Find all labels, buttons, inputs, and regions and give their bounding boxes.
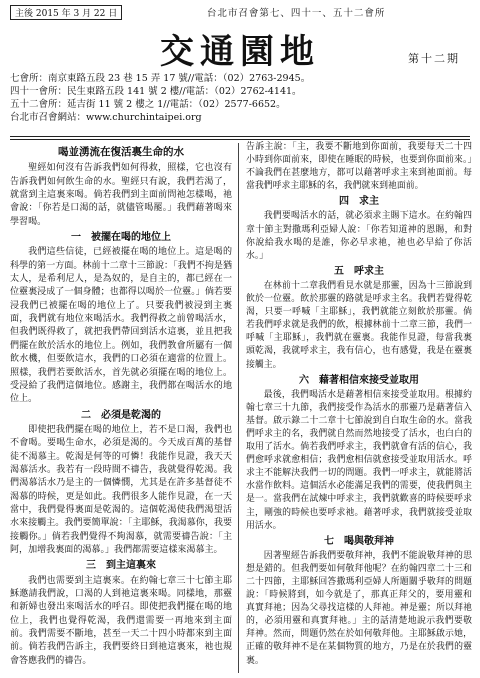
column-divider	[238, 143, 239, 673]
congregation-name: 台北市召會第七、四十一、五十二會所	[206, 8, 386, 19]
section-title: 一 被擺在喝的地位上	[71, 232, 171, 244]
issue-date: 主後 2015 年 3 月 22 日	[10, 5, 122, 20]
section-title: 三 到主這裏來	[86, 560, 156, 572]
hall-52-address: 五十二會所：延吉街 11 號 2 樓之 1//電話：（02）2577-6652。	[10, 99, 286, 110]
masthead	[10, 20, 470, 72]
section-title: 二 必須是乾渴的	[81, 409, 161, 421]
section-title: 七 喝與敬拜神	[324, 535, 394, 547]
section-paragraph: 我們這些信徒，已經被擺在喝的地位上。這是喝的科學的第一方面。林前十二章十三節說：「我們不拘是猶太人，是希利尼人，是為奴的，是自主的，都已經在一位靈裏浸成了一個身體；也都得以喝於一位靈。」倘若要浸我們已被擺在喝的地位上了。只要我們被浸到主裏面，我們就有地位來喝活水。我們得救之前曾喝活水，但我們既得救了，就把我們帶回到活水這裏，並且把我們擺在飲於活水的地位上。例如，我們教會所屬有一個飲水機，但要飲這水，我們的口必須在適當的位置上。照樣，我們若要飲活水，首先就必須擺在喝的地位上。受浸給了我們這個地位。感謝主，我們都在喝活水的地位上。	[10, 247, 232, 405]
continued-paragraph: 告訴主說：「主，我要不斷地到你面前，我要每天二十四小時到你面前來，即使在睡眠的時候，也要到你面前來。」不論我們在甚麼地方，都可以藉著呼求主來到祂面前。每當我們呼求主耶穌的名，我們就來到祂面前。	[246, 142, 472, 192]
right-column	[246, 141, 472, 668]
issue-number: 第十二期	[408, 52, 460, 65]
section-title: 五 呼求主	[334, 265, 384, 277]
section-paragraph: 我們要喝活水的話，就必須求主賜下這水。在約翰四章十節主對撒瑪利亞婦人說：「你若知道神的恩賜，和對你說給我水喝的是誰，你必早求祂，祂也必早給了你活水。」	[246, 211, 472, 261]
website-line[interactable]: 台北市召會網站：www.churchintaipei.org	[10, 112, 202, 123]
section-paragraph: 因著聖經告訴我們要敬拜神，我們不能說敬拜神的思想是錯的。但我們要如何敬拜他呢？在約翰四章二十三和二十四節，主耶穌回答撒瑪利亞婦人所題關乎敬拜的問題說：「時候將到，如今就是了，那真正拜父的，要用靈和真實拜祂；因為父尋找這樣的人拜祂。神是靈；所以拜祂的，必須用靈和真實拜祂。」主的話清楚地說示我們要敬拜神。然而，問題仍然在於如何敬拜他。主耶穌啟示她，正確的敬拜神不是在某個物質的地方，乃是在於我們的靈裏。	[246, 550, 472, 666]
article-intro: 聖經如何沒有告訴我們如何得救，照樣，它也沒有告訴我們如何飲生命的水。聖經只有說，我們若渴了，就當到主這裏來喝。倘若我們到主面前問祂怎樣喝，祂會說：「你若是口渴的話，就儘管喝罷。」我們藉著喝來學習喝。	[10, 163, 232, 227]
article-heading: 喝並湧流在復活裏生命的水	[58, 146, 184, 158]
top-line	[10, 5, 470, 19]
section-paragraph: 在林前十二章我們看見水就是那靈，因為十三節說到飲於一位靈。飲於那靈的路就是呼求主名。我們若覺得乾渴，只要一呼喊「主耶穌」，我們就能立刻飲於那靈。倘若我們呼求就是我們的飲，根據林前十二章三節，我們一呼喊「主耶穌」，我們就在靈裏。我能作見證，每當我裏頭乾渴，我就呼求主，我有信心，也有感覺，我是在靈裏接觸主。	[246, 280, 472, 370]
hall-41-address: 四十一會所：民生東路五段 141 號 2 樓//電話：（02）2762-4141。	[10, 86, 302, 97]
bulletin-title: 交通園地	[160, 32, 320, 72]
left-column	[10, 145, 232, 668]
meeting-hall-info	[10, 72, 340, 124]
header-divider-double	[10, 139, 470, 140]
section-paragraph: 最後，我們喝活水是藉著相信來接受並取用。根據約翰七章三十九節，我們接受作為活水的那靈乃是藉著信入基督。啟示錄二十二章十七節說到自白取生命的水。當我們呼求主的名，我們就自然而然地接受了活水，也白白的取用了活水。倘若我們呼求主，我們就會有活的信心，我們愈呼求就愈相信；我們愈相信就愈接受並取用活水。呼求主不能解決我們一切的問題。我們一呼求主，就能將活水當作飲料。這個活水必能滿足我們的需要，使我們與主是一。當我們在試煉中呼求主，我們就歡喜的時候要呼求主，剛強的時候也要呼求祂。藉著呼求，我們就接受並取用活水。	[246, 389, 472, 531]
section-paragraph: 我們也需要到主這裏來。在約翰七章三十七節主耶穌邀請我們說，口渴的人到祂這裏來喝。同樣地，那靈和新婦也發出來喝活水的呼召。即使把我們擺在喝的地位上，我們也覺得乾渴，我們還需要一再地來到主面前。我們需要不斷地，甚至一天二十四小時都來到主面前。倘若我們告訴主，我們要終日到祂這裏來，祂也規會答應我們的禱告。	[10, 575, 232, 666]
section-title: 四 求主	[339, 196, 379, 208]
hall-7-address: 七會所：南京東路五段 23 巷 15 弄 17 號//電話：（02）2763-2945。	[10, 73, 311, 84]
section-paragraph: 即使把我們擺在喝的地位上，若不是口渴，我們也不會喝。要喝生命水，必須是渴的。今天成百萬的基督徒不渴慕主。乾渴是何等的可憐！我能作見證，我天天渴慕活水。我若有一段時間不禱告，我就覺得乾渴。我們渴慕活水乃是主的一個憐憫，尤其是在許多基督徒不渴慕的時候，更是如此。我們很多人能作見證，在一天當中，我們覺得裏面是乾渴的。這個乾渴使我們渴望活水來接觸主。我們要簡單說：「主耶穌，我渴慕你，我要接觸你。」倘若我們覺得不夠渴慕，就需要禱告說：「主阿，加增我裏面的渴慕。」我們都需要這樣來渴慕主。	[10, 424, 232, 555]
header-divider	[10, 136, 470, 137]
section-title: 六 藉著相信來接受並取用	[299, 374, 419, 386]
